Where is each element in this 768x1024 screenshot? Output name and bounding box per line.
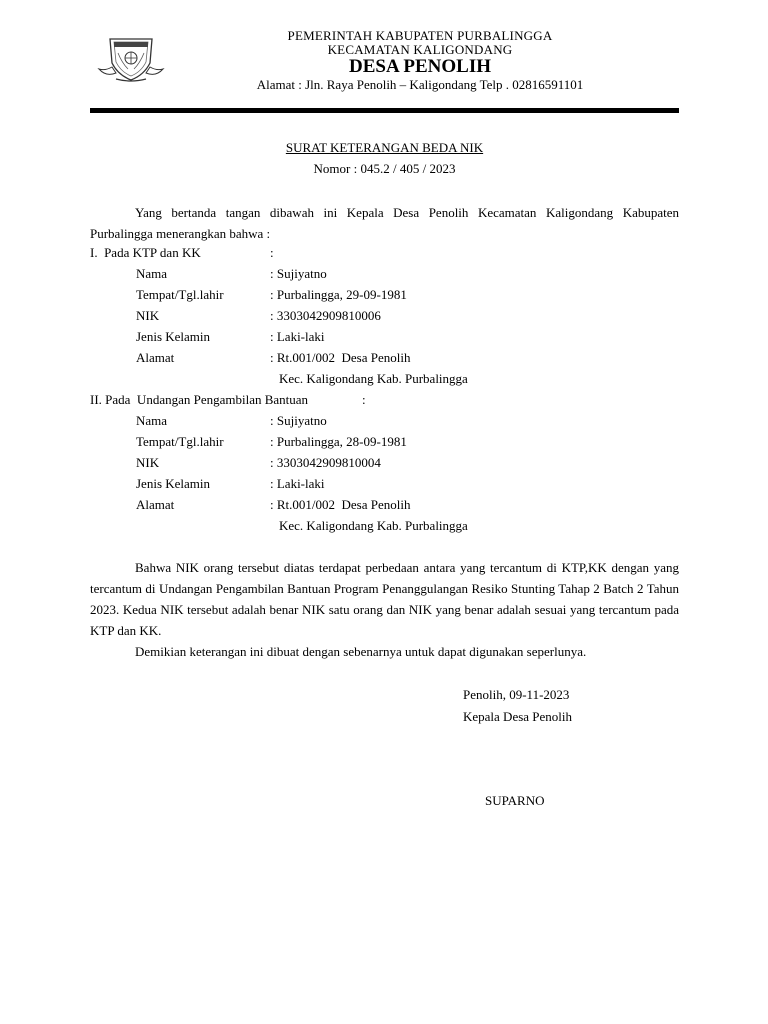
section2-birth-value: : Purbalingga, 28-09-1981	[270, 434, 407, 449]
section2-gender-value: : Laki-laki	[270, 476, 325, 491]
letterhead-address: Alamat : Jln. Raya Penolih – Kaligondang Telp . 02816591101	[256, 77, 584, 92]
section2-name-value: : Sujiyatno	[270, 413, 327, 428]
section2-nik-label: NIK	[136, 455, 160, 470]
section1-colon: :	[270, 245, 274, 260]
section1-heading: I. Pada KTP dan KK	[90, 245, 201, 260]
section2-colon: :	[362, 392, 366, 407]
letter-number: Nomor : 045.2 / 405 / 2023	[313, 161, 456, 176]
section1-address-value: : Rt.001/002 Desa Penolih	[270, 350, 411, 365]
section1-nik-label: NIK	[136, 308, 160, 323]
section1-birth-label: Tempat/Tgl.lahir	[136, 287, 224, 302]
closing-paragraph: Demikian keterangan ini dibuat dengan sebenarnya untuk dapat digunakan seperlunya.	[135, 644, 587, 659]
section2-nik-value: : 3303042909810004	[270, 455, 381, 470]
letterhead-divider	[90, 108, 679, 113]
section1-address-label: Alamat	[136, 350, 175, 365]
section2-gender-label: Jenis Kelamin	[136, 476, 211, 491]
section1-name-label: Nama	[136, 266, 168, 281]
letter-title-text: SURAT KETERANGAN BEDA NIK	[285, 140, 484, 155]
section2-address-label: Alamat	[136, 497, 175, 512]
section2-birth-label: Tempat/Tgl.lahir	[136, 434, 224, 449]
section2-address-value: : Rt.001/002 Desa Penolih	[270, 497, 411, 512]
signature-place-date: Penolih, 09-11-2023	[463, 687, 570, 702]
signature-name: SUPARNO	[485, 793, 545, 808]
letterhead-government: PEMERINTAH KABUPATEN PURBALINGGA	[287, 28, 553, 43]
letterhead-village: DESA PENOLIH	[348, 56, 491, 77]
intro-paragraph: Yang bertanda tangan dibawah ini Kepala Desa Penolih Kecamatan Kaligondang Kabupaten Purbalingga menerangkan bahwa :	[90, 205, 679, 241]
letter-title	[90, 140, 679, 156]
section1-gender-label: Jenis Kelamin	[136, 329, 211, 344]
section2-heading: II. Pada Undangan Pengambilan Bantuan	[90, 392, 309, 407]
section1-gender-value: : Laki-laki	[270, 329, 325, 344]
signature-position: Kepala Desa Penolih	[463, 709, 573, 724]
section1-birth-value: : Purbalingga, 29-09-1981	[270, 287, 407, 302]
section1-address-continued: Kec. Kaligondang Kab. Purbalingga	[279, 371, 468, 386]
section2-address-continued: Kec. Kaligondang Kab. Purbalingga	[279, 518, 468, 533]
letterhead-district: KECAMATAN KALIGONDANG	[327, 42, 513, 57]
body-paragraph: Bahwa NIK orang tersebut diatas terdapat perbedaan antara yang tercantum di KTP,KK dengan yang tercantum di Undangan Pengambilan Bantuan Program Penanggulangan Resiko Stunting Tahap 2 Batch 2 Tahun 2023. Kedua NIK tersebut adalah benar NIK satu orang dan NIK yang benar adalah sesuai yang tercantum pada KTP dan KK.	[90, 560, 679, 638]
section2-name-label: Nama	[136, 413, 168, 428]
section1-nik-value: : 3303042909810006	[270, 308, 381, 323]
section1-name-value: : Sujiyatno	[270, 266, 327, 281]
